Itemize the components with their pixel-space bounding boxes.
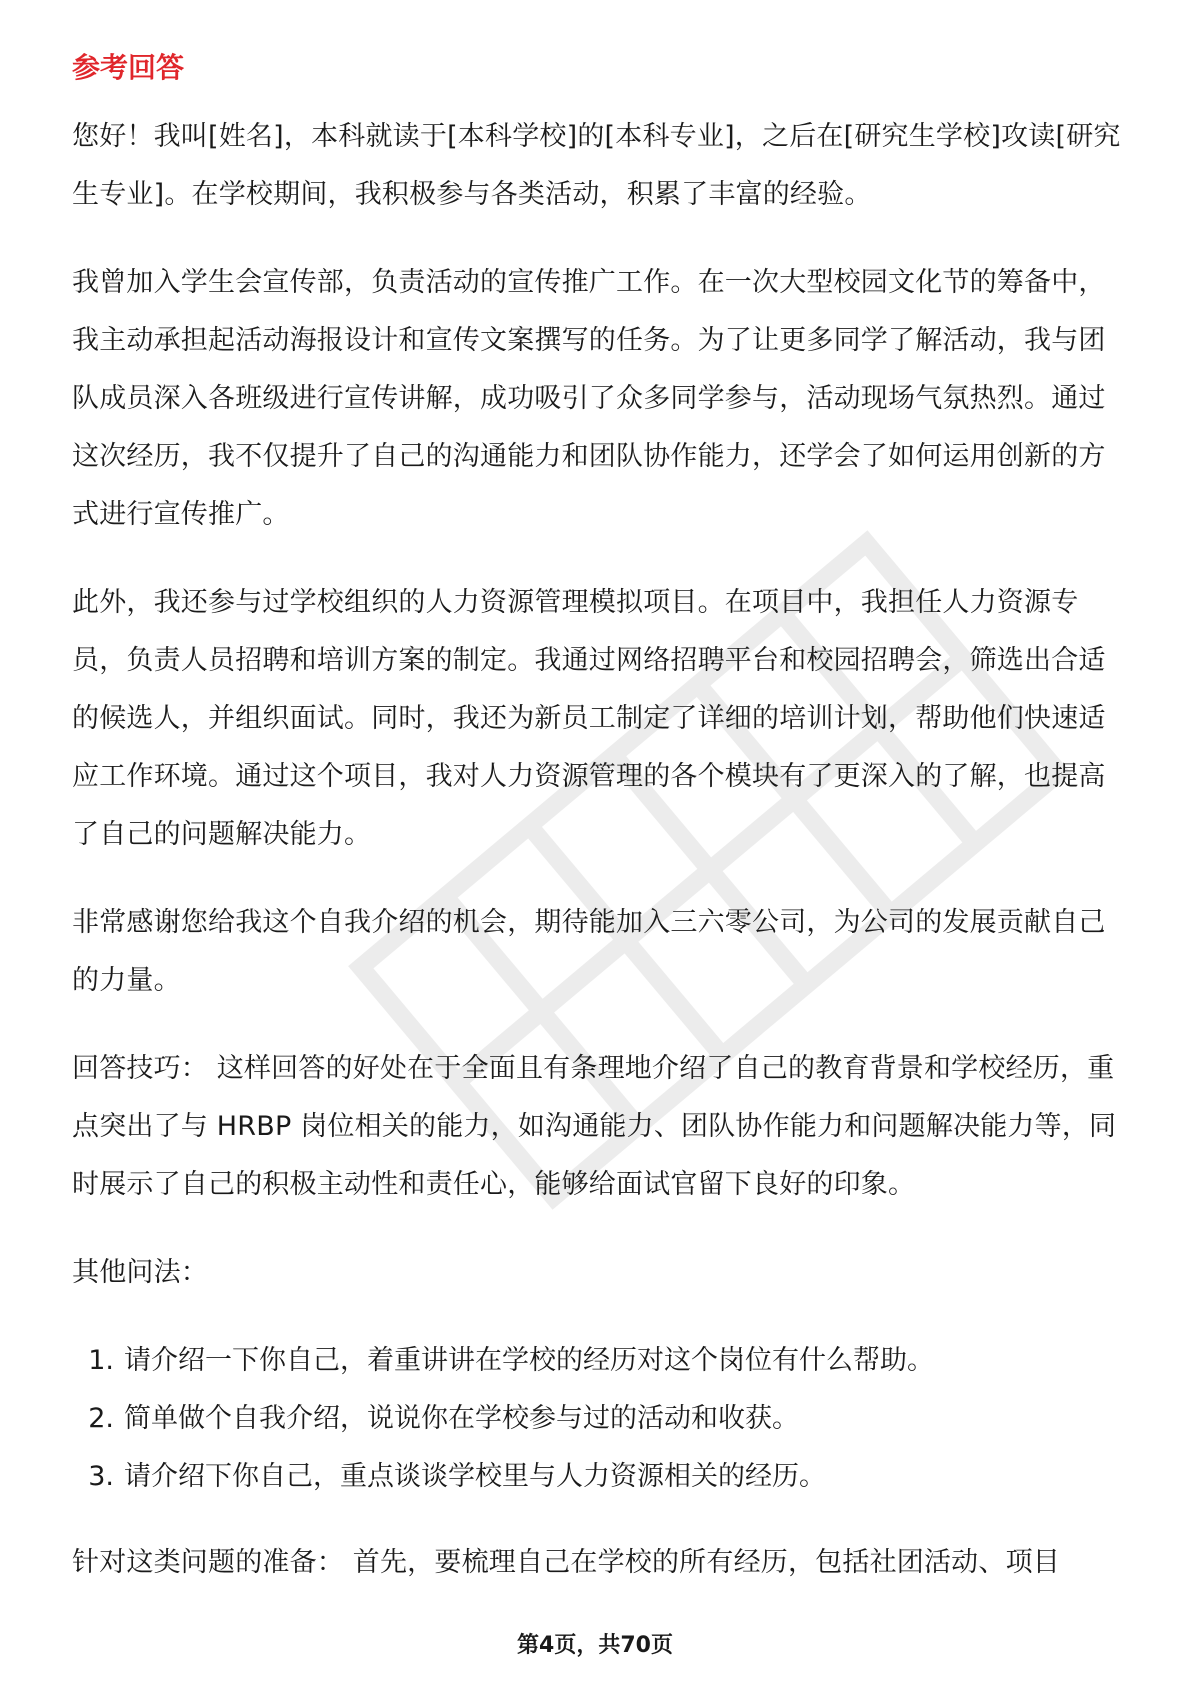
paragraph-other-questions-label: 其他问法： xyxy=(72,1257,208,1288)
list-item-number: 3. xyxy=(88,1461,114,1492)
paragraph-intro: 您好！我叫[姓名]，本科就读于[本科学校]的[本科专业]，之后在[研究生学校]攻读[研究生专业]。在学校期间，我积极参与各类活动，积累了丰富的经验。 xyxy=(72,121,1121,210)
list-item xyxy=(72,1448,1128,1506)
section-heading: 参考回答 xyxy=(72,51,185,84)
paragraph-answer-tips: 回答技巧： 这样回答的好处在于全面且有条理地介绍了自己的教育背景和学校经历，重点突出了与 HRBP 岗位相关的能力，如沟通能力、团队协作能力和问题解决能力等，同时展示了自己的积极主动性和责任心，能够给面试官留下良好的印象。 xyxy=(72,1053,1117,1200)
list-item xyxy=(72,1332,1128,1390)
list-item xyxy=(72,1390,1128,1448)
list-item-number: 1. xyxy=(88,1345,114,1376)
paragraph-thanks: 非常感谢您给我这个自我介绍的机会，期待能加入三六零公司，为公司的发展贡献自己的力量。 xyxy=(72,907,1106,996)
list-item-number: 2. xyxy=(88,1403,114,1434)
list-item-text: 请介绍一下你自己，着重讲讲在学校的经历对这个岗位有什么帮助。 xyxy=(124,1345,934,1376)
paragraph-student-union: 我曾加入学生会宣传部，负责活动的宣传推广工作。在一次大型校园文化节的筹备中，我主动承担起活动海报设计和宣传文案撰写的任务。为了让更多同学了解活动，我与团队成员深入各班级进行宣传讲解，成功吸引了众多同学参与，活动现场气氛热烈。通过这次经历，我不仅提升了自己的沟通能力和团队协作能力，还学会了如何运用创新的方式进行宣传推广。 xyxy=(72,267,1106,530)
page-number-footer: 第4页，共70页 xyxy=(517,1633,673,1658)
paragraph-preparation: 针对这类问题的准备： 首先，要梳理自己在学校的所有经历，包括社团活动、项目 xyxy=(72,1547,1060,1578)
list-item-text: 请介绍下你自己，重点谈谈学校里与人力资源相关的经历。 xyxy=(124,1461,826,1492)
list-item-text: 简单做个自我介绍，说说你在学校参与过的活动和收获。 xyxy=(124,1403,799,1434)
paragraph-hr-project: 此外，我还参与过学校组织的人力资源管理模拟项目。在项目中，我担任人力资源专员，负责人员招聘和培训方案的制定。我通过网络招聘平台和校园招聘会，筛选出合适的候选人，并组织面试。同时，我还为新员工制定了详细的培训计划，帮助他们快速适应工作环境。通过这个项目，我对人力资源管理的各个模块有了更深入的了解，也提高了自己的问题解决能力。 xyxy=(72,587,1106,850)
other-questions-list xyxy=(72,1332,1128,1506)
document-content xyxy=(72,48,1128,1622)
